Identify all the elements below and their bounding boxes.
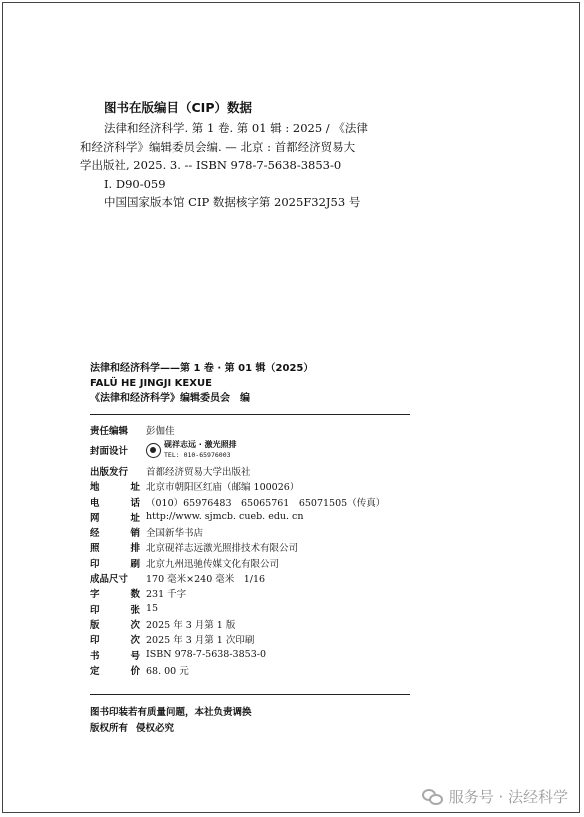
info-row-website <box>90 509 410 524</box>
info-value: 彭伽佳 <box>146 425 175 437</box>
info-value: 68. 00 元 <box>146 665 189 677</box>
cip-line: 中国国家版本馆 CIP 数据核字第 2025F32J53 号 <box>104 195 361 209</box>
info-label: 书 号 <box>90 650 140 662</box>
book-pinyin: FALÜ HE JINGJI KEXUE <box>90 378 212 389</box>
divider <box>90 414 410 415</box>
info-label: 照 排 <box>90 543 140 555</box>
info-label: 印 刷 <box>90 558 140 570</box>
quality-notice: 图书印装若有质量问题，本社负责调换 <box>90 707 252 718</box>
designer-logo <box>146 440 410 460</box>
info-label: 网 址 <box>90 512 140 524</box>
info-row-editor <box>90 422 410 437</box>
info-row-printing <box>90 555 410 570</box>
info-value: 2025 年 3 月第 1 次印刷 <box>146 635 255 647</box>
logo-name: 砚祥志远 · 激光照排 <box>164 440 237 450</box>
publication-info <box>90 422 410 677</box>
info-label: 出版发行 <box>90 466 129 478</box>
info-value: http://www. sjmcb. cueb. edu. cn <box>146 511 304 523</box>
info-value: 15 <box>146 603 159 615</box>
info-row-impression <box>90 632 410 647</box>
info-value: 全国新华书店 <box>146 528 204 540</box>
info-row-distribution <box>90 524 410 539</box>
cip-line: 学出版社, 2025. 3. -- ISBN 978-7-5638-3853-0 <box>80 158 342 172</box>
info-row-sheets <box>90 601 410 616</box>
info-label: 字 数 <box>90 589 140 601</box>
info-value: 231 千字 <box>146 589 187 601</box>
info-value: 首都经济贸易大学出版社 <box>146 466 251 478</box>
info-label: 电 话 <box>90 497 140 509</box>
info-value: 北京砚祥志远激光照排技术有限公司 <box>146 543 299 555</box>
info-label: 成品尺寸 <box>90 574 129 586</box>
info-value: 170 毫米×240 毫米 1/16 <box>146 574 266 586</box>
rights-notice <box>90 703 410 735</box>
cip-line: 和经济科学》编辑委员会编. — 北京 : 首都经济贸易大 <box>80 139 356 154</box>
divider <box>90 694 410 695</box>
cip-title: 图书在版编目（CIP）数据 <box>104 100 252 115</box>
info-label: 印 张 <box>90 604 140 616</box>
book-header <box>90 361 410 406</box>
info-value: 北京九州迅驰传媒文化有限公司 <box>146 558 280 570</box>
info-row-price <box>90 662 410 677</box>
info-label: 地 址 <box>90 482 140 494</box>
info-row-size <box>90 570 410 585</box>
info-row-typesetting <box>90 540 410 555</box>
info-row-phone <box>90 494 410 509</box>
studio-logo-icon <box>146 443 161 458</box>
book-title: 法律和经济科学——第 1 卷 · 第 01 辑（2025） <box>90 363 314 374</box>
logo-tel: TEL: 010-65976003 <box>164 451 231 460</box>
cip-line: 法律和经济科学. 第 1 卷. 第 01 辑 : 2025 / 《法律 <box>104 121 368 135</box>
info-row-isbn <box>90 647 410 662</box>
watermark <box>422 786 568 807</box>
info-value: ISBN 978-7-5638-3853-0 <box>146 649 266 660</box>
cip-line: Ⅰ. D90-059 <box>104 176 166 191</box>
info-value: 2025 年 3 月第 1 版 <box>146 619 236 631</box>
info-row-cover-design <box>90 437 410 463</box>
info-label: 版 次 <box>90 619 140 631</box>
info-row-publisher <box>90 463 410 478</box>
watermark-text: 服务号 · 法经科学 <box>448 788 568 806</box>
info-label: 印 次 <box>90 635 140 647</box>
cip-body <box>80 119 400 212</box>
info-label: 封面设计 <box>90 446 129 458</box>
info-label: 经 销 <box>90 528 140 540</box>
cip-block <box>80 98 400 212</box>
wechat-icon <box>422 788 444 806</box>
copyright-notice: 版权所有 侵权必究 <box>90 723 175 734</box>
info-row-edition <box>90 616 410 631</box>
info-value: （010）65976483 65065761 65071505（传真） <box>146 497 386 509</box>
info-value: 北京市朝阳区红庙（邮编 100026） <box>146 482 300 494</box>
info-row-word-count <box>90 586 410 601</box>
info-row-address <box>90 479 410 494</box>
book-editor: 《法律和经济科学》编辑委员会 编 <box>90 393 250 404</box>
info-label: 定 价 <box>90 665 140 677</box>
info-label: 责任编辑 <box>90 425 129 437</box>
